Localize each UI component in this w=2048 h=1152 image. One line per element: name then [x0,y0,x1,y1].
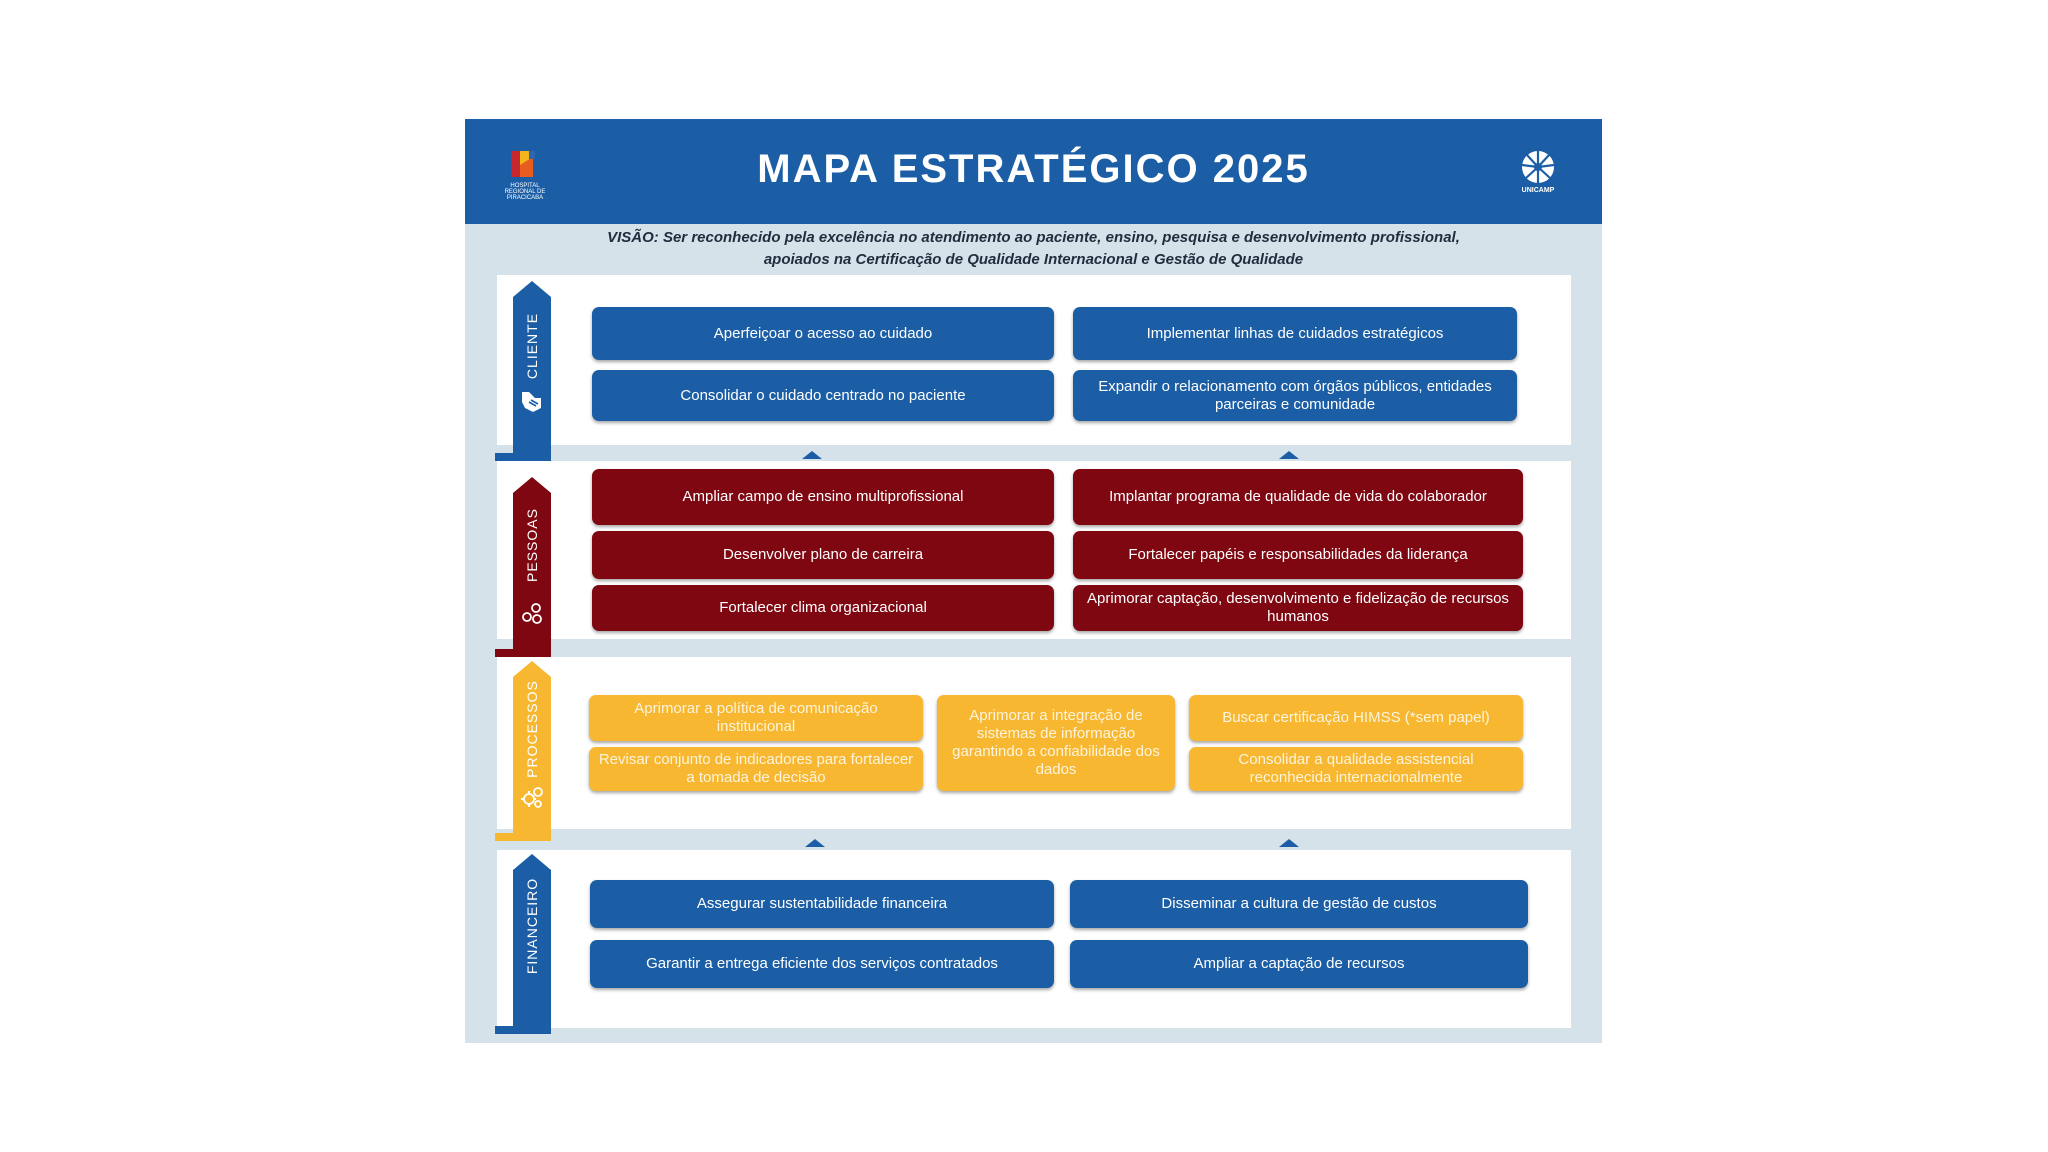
link-arrow [1279,839,1299,847]
vision-line-1: VISÃO: Ser reconhecido pela excelência no atendimento ao paciente, ensino, pesquisa e desenvolvimento profissional, [607,229,1460,246]
objective-box: Ampliar a captação de recursos [1070,940,1528,988]
hospital-logo-label: HOSPITAL REGIONAL DE PIRACICABA [504,183,546,201]
unicamp-logo [1515,149,1561,201]
objective-box: Expandir o relacionamento com órgãos públicos, entidades parceiras e comunidade [1073,370,1517,421]
objective-box: Implantar programa de qualidade de vida do colaborador [1073,469,1523,525]
link-arrow [1279,451,1299,459]
ribbon-cliente [513,281,551,453]
vision-line-2: apoiados na Certificação de Qualidade Internacional e Gestão de Qualidade [763,251,1304,268]
objective-box: Garantir a entrega eficiente dos serviços contratados [590,940,1054,988]
vision-statement [505,227,1562,271]
objective-box: Revisar conjunto de indicadores para fortalecer a tomada de decisão [589,747,923,791]
perspective-financeiro-panel [497,850,1571,1028]
strategic-map-poster [465,119,1602,1043]
perspective-label-cliente: CLIENTE [524,312,540,380]
ribbon-financeiro [513,854,551,1026]
people-icon [519,601,545,627]
objective-box: Fortalecer papéis e responsabilidades da liderança [1073,531,1523,579]
link-arrow [802,451,822,459]
objective-box: Fortalecer clima organizacional [592,585,1054,631]
objective-box: Aprimorar a integração de sistemas de informação garantindo a confiabilidade dos dados [937,695,1175,791]
perspective-label-processos: PROCESSOS [524,680,540,778]
perspective-label-pessoas: PESSOAS [524,508,540,582]
perspective-label-financeiro: FINANCEIRO [524,877,540,975]
objective-box: Assegurar sustentabilidade financeira [590,880,1054,928]
objective-box: Desenvolver plano de carreira [592,531,1054,579]
ribbon-processos [513,661,551,833]
objective-box: Aprimorar a política de comunicação institucional [589,695,923,741]
objective-box: Ampliar campo de ensino multiprofissional [592,469,1054,525]
objective-box: Aperfeiçoar o acesso ao cuidado [592,307,1054,360]
objective-box: Consolidar a qualidade assistencial reconhecida internacionalmente [1189,747,1523,791]
header-bar [465,119,1602,224]
unicamp-logo-label: UNICAMP [1521,187,1555,194]
objective-box: Implementar linhas de cuidados estratégicos [1073,307,1517,360]
objective-box: Disseminar a cultura de gestão de custos [1070,880,1528,928]
page-title: MAPA ESTRATÉGICO 2025 [757,147,1310,191]
ribbon-pessoas [513,477,551,649]
gears-icon [519,785,545,811]
objective-box: Buscar certificação HIMSS (*sem papel) [1189,695,1523,741]
perspective-pessoas-panel [497,461,1571,639]
objective-box: Consolidar o cuidado centrado no paciente [592,370,1054,421]
objective-box: Aprimorar captação, desenvolvimento e fidelização de recursos humanos [1073,585,1523,631]
link-arrow [805,839,825,847]
perspective-processos-panel [497,657,1571,829]
perspective-cliente-panel [497,275,1571,445]
handshake-icon [519,388,545,414]
